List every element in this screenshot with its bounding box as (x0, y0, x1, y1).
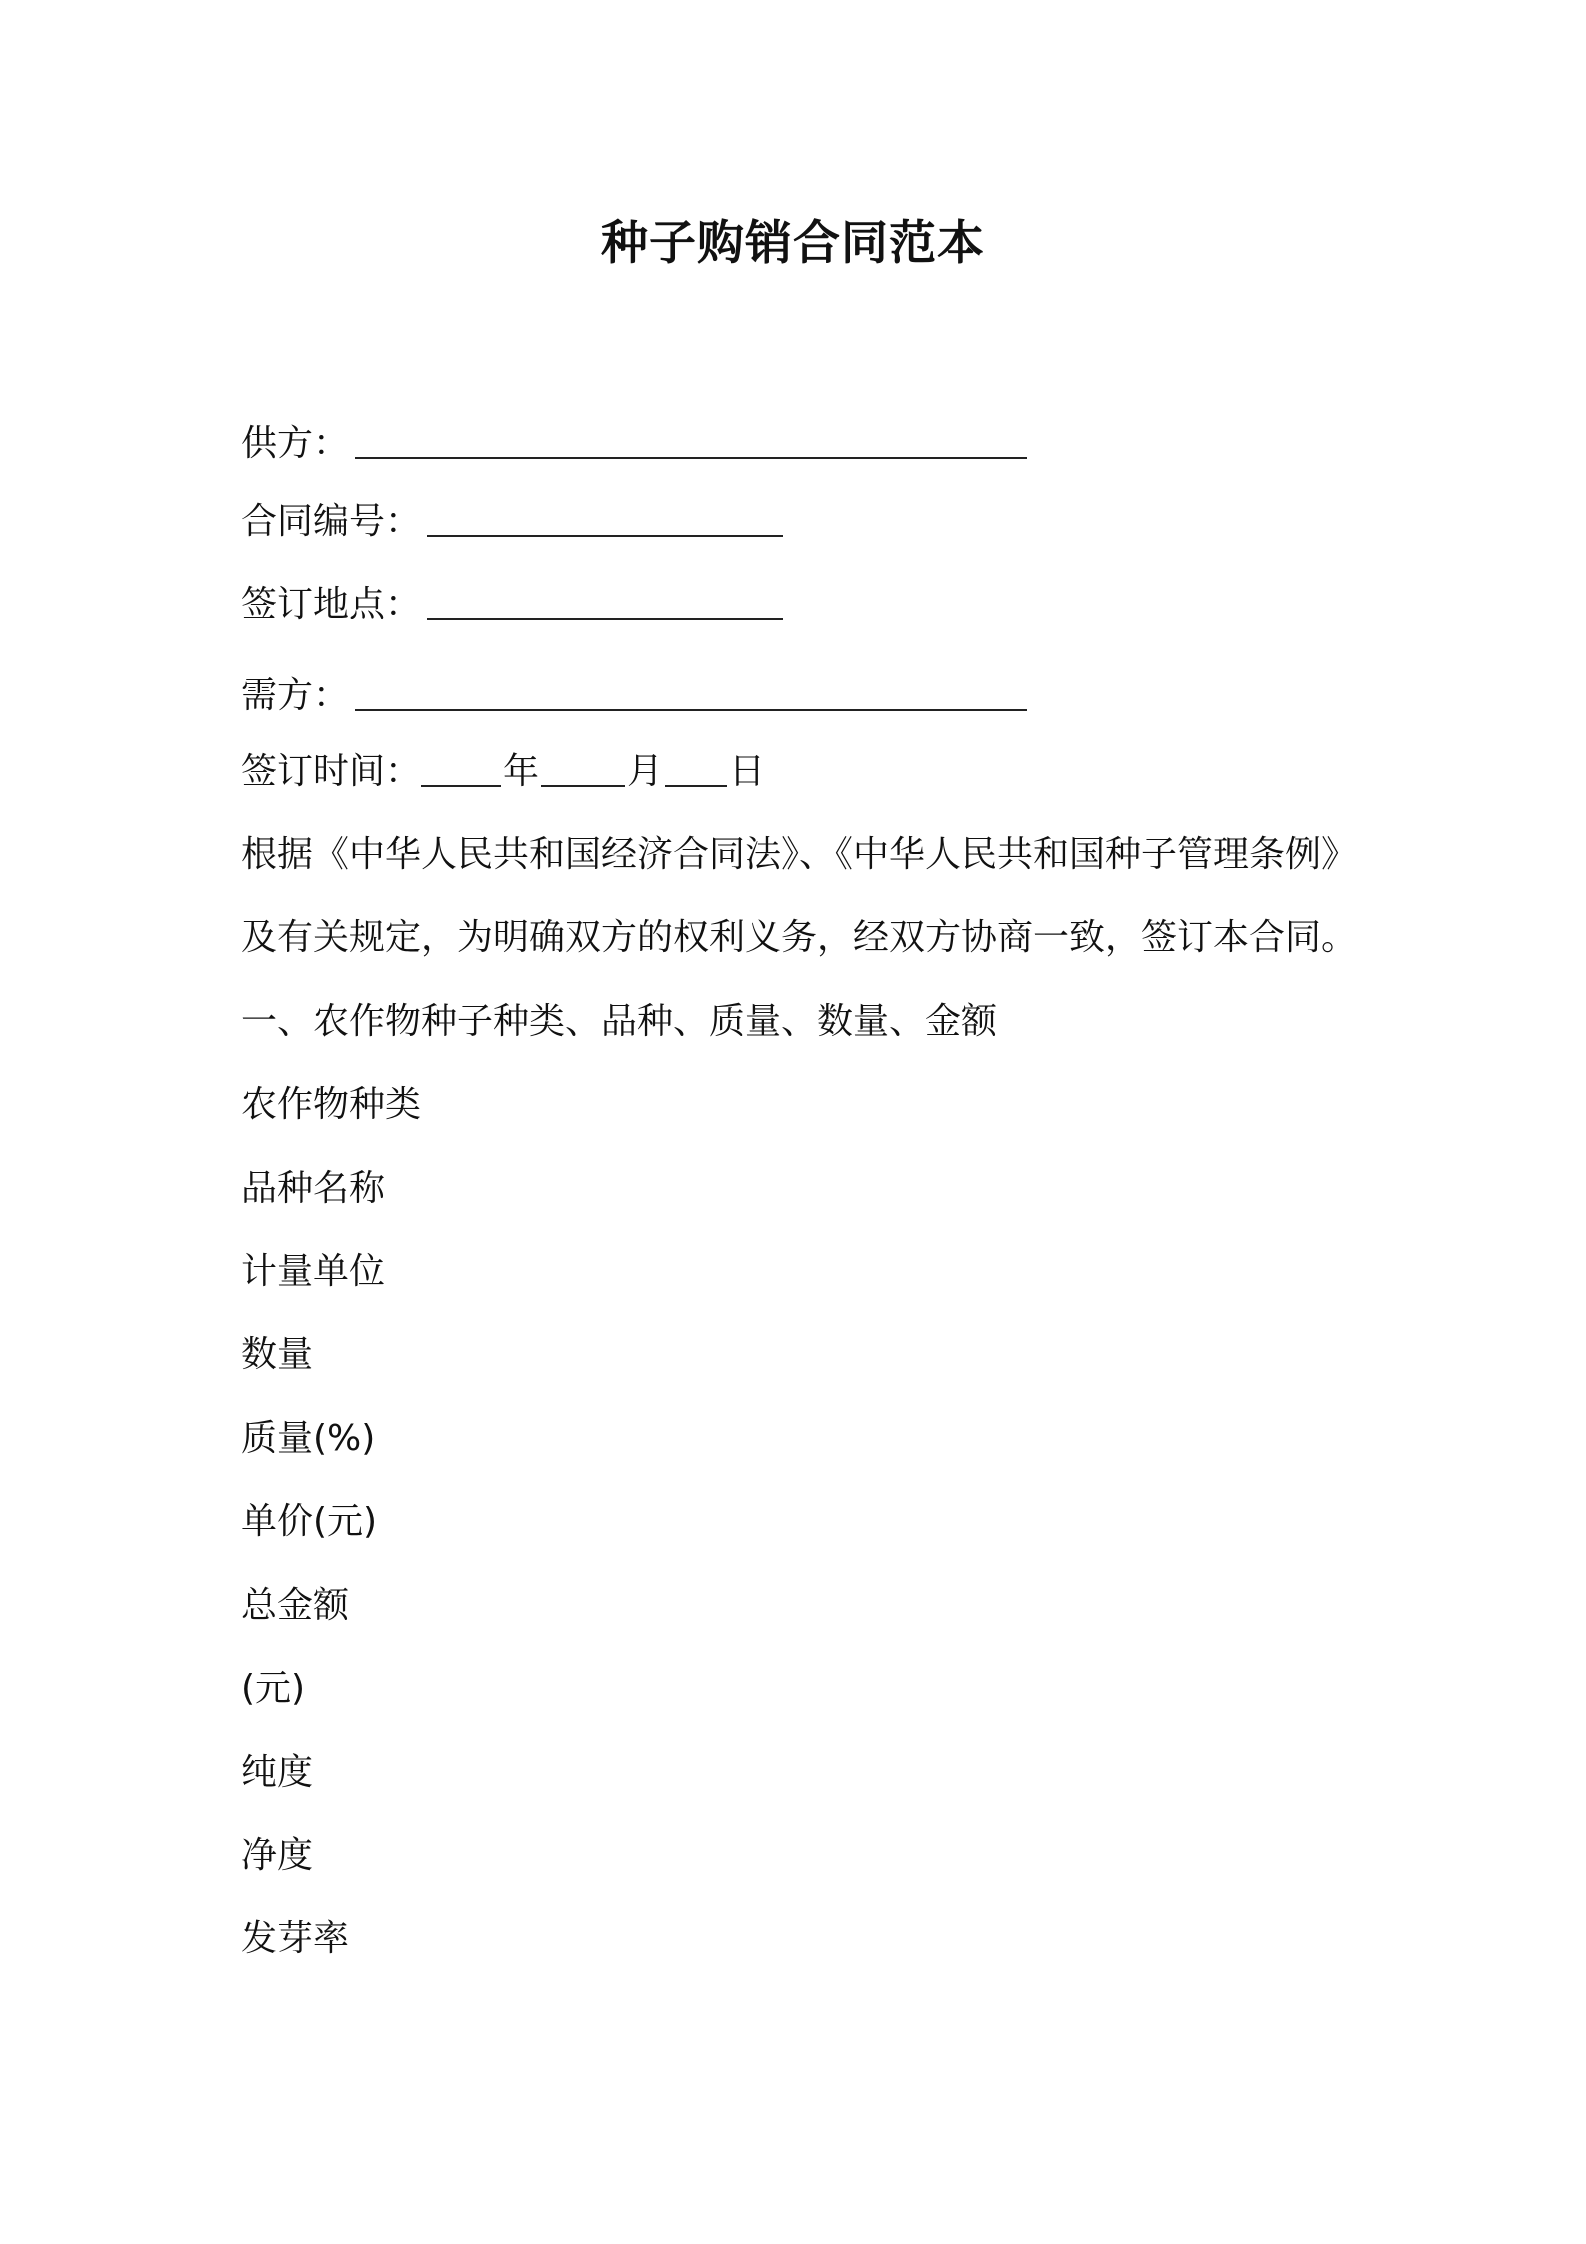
year-label: 年 (503, 751, 540, 792)
contract-no-field (241, 498, 783, 546)
field-crop-type: 农作物种类 (241, 1084, 422, 1125)
field-germination-rate: 发芽率 (241, 1918, 350, 1959)
field-cleanliness: 净度 (241, 1835, 314, 1876)
month-blank[interactable] (541, 755, 625, 787)
field-total-amount: 总金额 (241, 1585, 350, 1626)
field-variety-name: 品种名称 (241, 1168, 386, 1209)
buyer-label: 需方： (241, 675, 350, 716)
supplier-blank[interactable] (355, 427, 1027, 459)
section-1-heading: 一、农作物种子种类、品种、质量、数量、金额 (241, 1001, 998, 1042)
signing-time-field (241, 748, 767, 796)
buyer-blank[interactable] (355, 679, 1027, 711)
year-blank[interactable] (421, 755, 501, 787)
contract-no-blank[interactable] (427, 505, 783, 537)
signing-place-field (241, 581, 783, 629)
supplier-label: 供方： (241, 423, 350, 464)
field-purity: 纯度 (241, 1752, 314, 1793)
field-unit-price: 单价(元) (241, 1501, 378, 1542)
supplier-field (241, 420, 1027, 468)
month-label: 月 (627, 751, 664, 792)
contract-no-label: 合同编号： (241, 501, 422, 542)
buyer-field (241, 672, 1027, 720)
day-label: 日 (729, 751, 766, 792)
field-total-amount-unit: (元) (241, 1668, 306, 1709)
document-title: 种子购销合同范本 (601, 216, 985, 271)
signing-place-blank[interactable] (427, 588, 783, 620)
preamble-line-2: 及有关规定，为明确双方的权利义务，经双方协商一致，签订本合同。 (241, 917, 1358, 958)
field-unit: 计量单位 (241, 1251, 386, 1292)
preamble-line-1: 根据《中华人民共和国经济合同法》、《中华人民共和国种子管理条例》 (241, 834, 1358, 875)
signing-time-label: 签订时间： (241, 751, 422, 792)
field-quality: 质量(%) (241, 1418, 376, 1459)
field-quantity: 数量 (241, 1334, 314, 1375)
signing-place-label: 签订地点： (241, 584, 422, 625)
day-blank[interactable] (665, 755, 727, 787)
